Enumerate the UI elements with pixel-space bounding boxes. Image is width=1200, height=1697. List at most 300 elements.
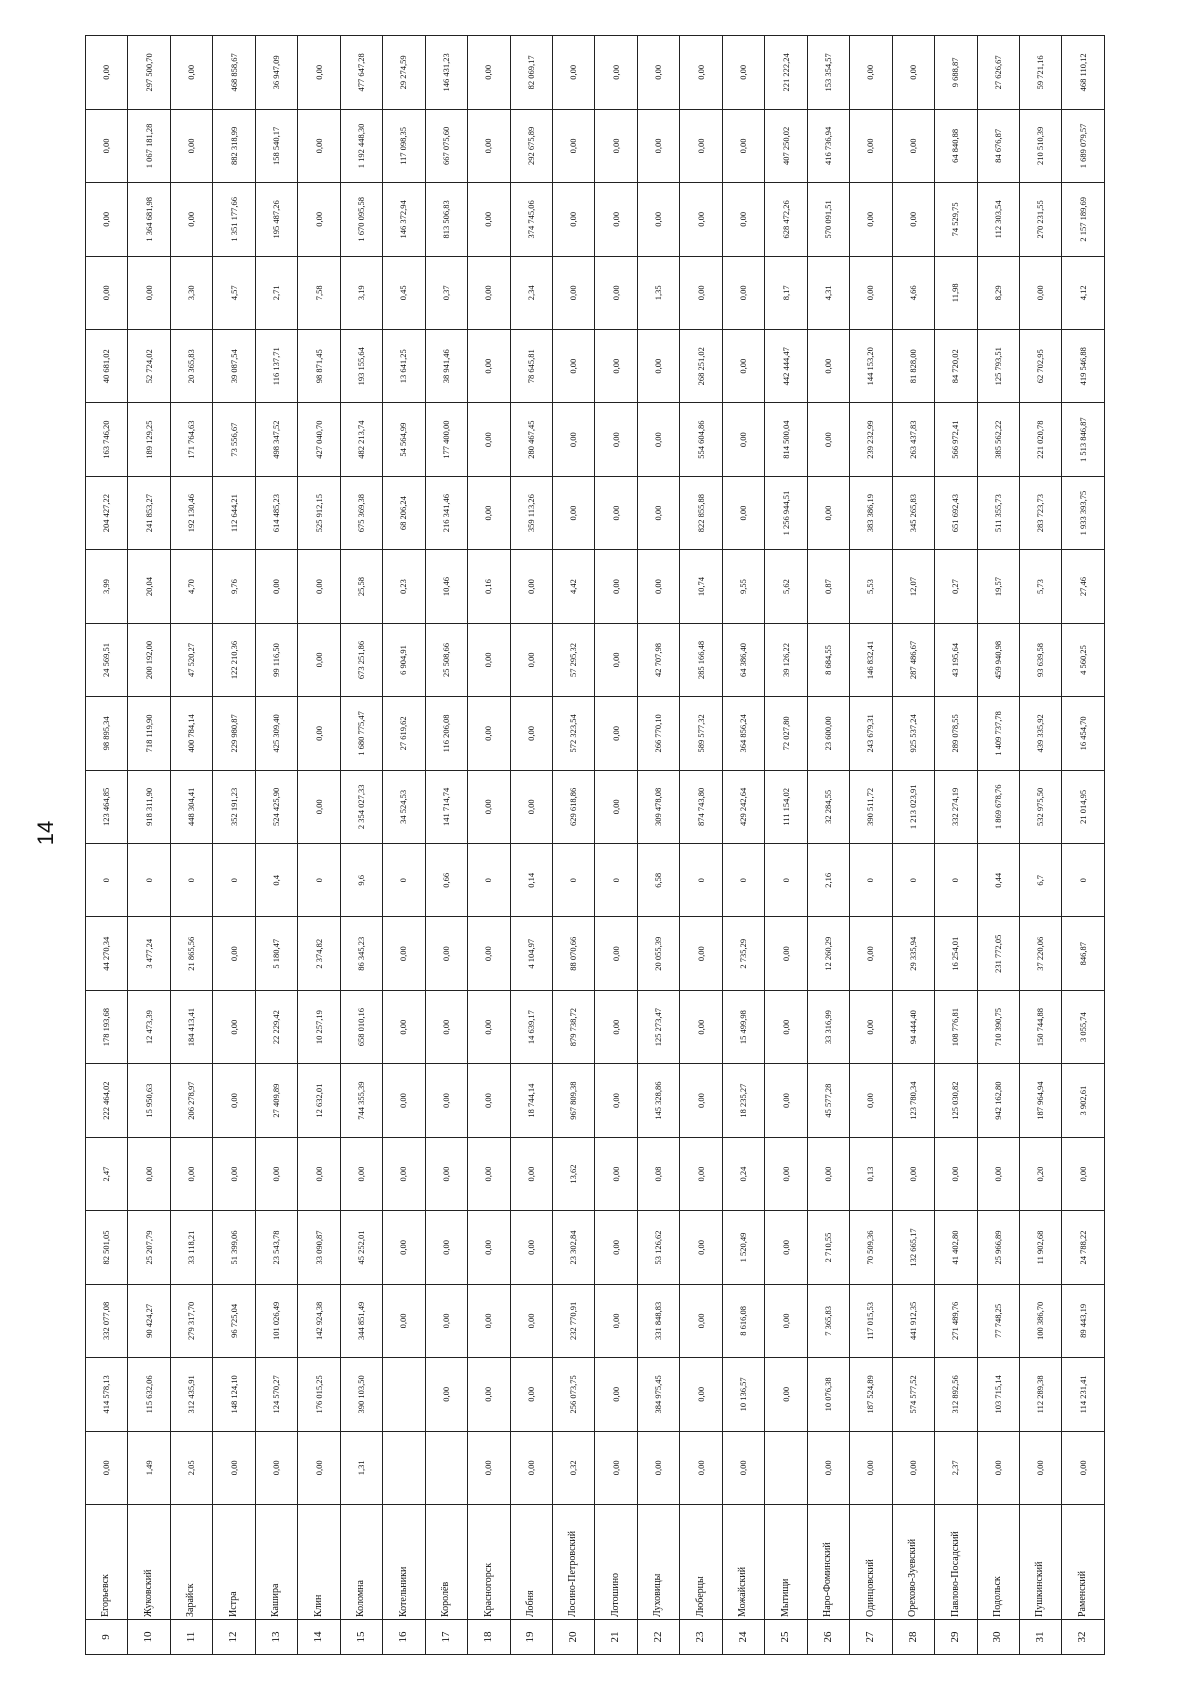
table-cell: 0: [552, 844, 594, 917]
table-cell: 111 154,02: [765, 770, 807, 843]
table-cell: 100 386,70: [1019, 1284, 1061, 1357]
table-cell: 27 409,89: [255, 1064, 297, 1137]
table-cell: 216 341,46: [425, 476, 467, 549]
municipality-name: Клин: [298, 1505, 340, 1620]
table-cell: 589 577,32: [680, 697, 722, 770]
table-cell: 2 354 027,33: [340, 770, 382, 843]
table-cell: 364 856,24: [722, 697, 764, 770]
table-cell: 241 853,27: [128, 476, 170, 549]
table-cell: 122 210,36: [213, 623, 255, 696]
table-cell: 0,00: [213, 990, 255, 1063]
table-cell: 0,00: [680, 990, 722, 1063]
table-cell: 25,58: [340, 550, 382, 623]
table-cell: 158 540,17: [255, 109, 297, 182]
table-cell: 5 180,47: [255, 917, 297, 990]
row-number: 11: [170, 1620, 212, 1655]
table-row: [425, 36, 467, 1655]
table-cell: 0: [680, 844, 722, 917]
table-cell: 0,00: [977, 1431, 1019, 1504]
table-cell: 1 680 775,47: [340, 697, 382, 770]
table-cell: 2,37: [935, 1431, 977, 1504]
table-cell: 222 464,02: [86, 1064, 128, 1137]
table-cell: 879 738,72: [552, 990, 594, 1063]
table-cell: 0: [128, 844, 170, 917]
table-cell: 270 231,55: [1019, 183, 1061, 256]
table-cell: 0,00: [510, 1211, 552, 1284]
table-cell: 0,00: [383, 1211, 425, 1284]
table-cell: 231 772,05: [977, 917, 1019, 990]
table-cell: 78 645,81: [510, 330, 552, 403]
table-cell: 0,00: [850, 256, 892, 329]
table-cell: 144 153,20: [850, 330, 892, 403]
table-cell: 511 355,73: [977, 476, 1019, 549]
table-cell: 45 252,01: [340, 1211, 382, 1284]
row-number: 21: [595, 1620, 637, 1655]
table-cell: 9,55: [722, 550, 764, 623]
table-cell: 0,00: [510, 623, 552, 696]
table-cell: 0,00: [680, 1211, 722, 1284]
table-cell: 0,00: [510, 770, 552, 843]
table-cell: 12 632,01: [298, 1064, 340, 1137]
table-cell: 0,00: [170, 109, 212, 182]
table-cell: 0,00: [468, 256, 510, 329]
table-cell: 20 365,83: [170, 330, 212, 403]
table-cell: 0,00: [1062, 1137, 1105, 1210]
table-cell: 572 323,54: [552, 697, 594, 770]
table-cell: 54 564,99: [383, 403, 425, 476]
table-cell: 3,19: [340, 256, 382, 329]
table-cell: 0,00: [128, 1137, 170, 1210]
table-cell: 15 950,63: [128, 1064, 170, 1137]
table-cell: 0,66: [425, 844, 467, 917]
table-cell: 0,00: [468, 1358, 510, 1431]
table-cell: 25 207,79: [128, 1211, 170, 1284]
table-cell: 846,87: [1062, 917, 1105, 990]
table-cell: 1 869 678,76: [977, 770, 1019, 843]
table-cell: 468 858,67: [213, 36, 255, 110]
table-cell: 189 129,25: [128, 403, 170, 476]
table-row: [170, 36, 212, 1655]
table-cell: 0,00: [383, 990, 425, 1063]
table-cell: 176 015,25: [298, 1358, 340, 1431]
table-cell: 0,00: [86, 183, 128, 256]
table-cell: 114 231,41: [1062, 1358, 1105, 1431]
row-number: 32: [1062, 1620, 1105, 1655]
table-cell: 0,00: [680, 109, 722, 182]
table-cell: 718 119,90: [128, 697, 170, 770]
table-cell: 744 355,39: [340, 1064, 382, 1137]
table-cell: 0,00: [595, 1137, 637, 1210]
table-cell: 24 788,22: [1062, 1211, 1105, 1284]
row-number: 28: [892, 1620, 934, 1655]
table-cell: 0,00: [892, 1137, 934, 1210]
table-cell: 0,32: [552, 1431, 594, 1504]
table-cell: 146 372,94: [383, 183, 425, 256]
table-cell: 263 437,83: [892, 403, 934, 476]
table-cell: 400 784,14: [170, 697, 212, 770]
municipality-name: Одинцовский: [850, 1505, 892, 1620]
table-cell: 1 689 079,57: [1062, 109, 1105, 182]
table-cell: 0,00: [510, 1137, 552, 1210]
table-cell: 882 318,99: [213, 109, 255, 182]
table-cell: 116 206,08: [425, 697, 467, 770]
table-cell: 0,00: [552, 476, 594, 549]
table-cell: 1 933 393,75: [1062, 476, 1105, 549]
table-cell: 145 328,86: [637, 1064, 679, 1137]
table-row: [128, 36, 170, 1655]
table-cell: 0,00: [298, 109, 340, 182]
table-cell: 0,00: [765, 990, 807, 1063]
table-cell: 574 577,52: [892, 1358, 934, 1431]
table-cell: 0,00: [595, 990, 637, 1063]
table-cell: 193 155,64: [340, 330, 382, 403]
table-cell: 4,12: [1062, 256, 1105, 329]
municipality-name: Мытищи: [765, 1505, 807, 1620]
table-cell: 101 026,49: [255, 1284, 297, 1357]
table-cell: 0,16: [468, 550, 510, 623]
table-cell: 0,00: [637, 1431, 679, 1504]
table-cell: 0,00: [680, 183, 722, 256]
table-cell: 0,00: [595, 330, 637, 403]
table-cell: 0,00: [213, 917, 255, 990]
table-cell: 124 570,27: [255, 1358, 297, 1431]
table-cell: 532 975,50: [1019, 770, 1061, 843]
table-cell: 32 284,55: [807, 770, 849, 843]
table-cell: 16 254,01: [935, 917, 977, 990]
table-cell: 0,00: [170, 36, 212, 110]
table-cell: 2,47: [86, 1137, 128, 1210]
table-cell: 0,00: [383, 917, 425, 990]
table-cell: 416 736,94: [807, 109, 849, 182]
table-cell: 1 409 737,78: [977, 697, 1019, 770]
table-row: [383, 36, 425, 1655]
table-cell: 0,13: [850, 1137, 892, 1210]
table-cell: 0,00: [468, 697, 510, 770]
table-cell: 0,00: [552, 330, 594, 403]
table-cell: 1 213 023,91: [892, 770, 934, 843]
table-cell: 112 289,38: [1019, 1358, 1061, 1431]
table-cell: 7,58: [298, 256, 340, 329]
row-number: 25: [765, 1620, 807, 1655]
table-cell: 331 848,83: [637, 1284, 679, 1357]
table-cell: 629 618,86: [552, 770, 594, 843]
row-number: 12: [213, 1620, 255, 1655]
table-cell: 11,98: [935, 256, 977, 329]
table-cell: 0,00: [680, 1284, 722, 1357]
table-cell: 482 213,74: [340, 403, 382, 476]
table-cell: 0,00: [468, 1211, 510, 1284]
table-cell: 96 725,04: [213, 1284, 255, 1357]
table-row: [680, 36, 722, 1655]
table-cell: 163 746,20: [86, 403, 128, 476]
table-cell: [383, 1431, 425, 1504]
table-cell: 0,00: [298, 550, 340, 623]
table-cell: 0,00: [637, 183, 679, 256]
table-cell: 525 912,15: [298, 476, 340, 549]
table-cell: 3 902,61: [1062, 1064, 1105, 1137]
table-cell: 874 743,80: [680, 770, 722, 843]
table-cell: 425 309,40: [255, 697, 297, 770]
table-cell: 266 770,10: [637, 697, 679, 770]
table-cell: 0,00: [722, 109, 764, 182]
table-cell: 345 265,83: [892, 476, 934, 549]
table-cell: 9 688,87: [935, 36, 977, 110]
table-cell: 570 091,51: [807, 183, 849, 256]
row-number: 24: [722, 1620, 764, 1655]
table-cell: 82 069,17: [510, 36, 552, 110]
table-cell: 0,00: [595, 36, 637, 110]
table-cell: 21 865,56: [170, 917, 212, 990]
table-cell: 10,74: [680, 550, 722, 623]
table-row: [807, 36, 849, 1655]
table-cell: 0,00: [637, 36, 679, 110]
table-cell: 125 273,47: [637, 990, 679, 1063]
table-cell: 2,16: [807, 844, 849, 917]
table-cell: 18 235,27: [722, 1064, 764, 1137]
table-cell: 0,00: [595, 1064, 637, 1137]
table-cell: 651 692,43: [935, 476, 977, 549]
table-cell: 45 577,28: [807, 1064, 849, 1137]
table-cell: [765, 1431, 807, 1504]
table-cell: 0,00: [807, 330, 849, 403]
table-cell: 918 311,90: [128, 770, 170, 843]
table-cell: 468 110,12: [1062, 36, 1105, 110]
table-cell: 0,00: [298, 697, 340, 770]
table-cell: 344 851,49: [340, 1284, 382, 1357]
table-cell: 0,00: [892, 109, 934, 182]
table-cell: 11 902,68: [1019, 1211, 1061, 1284]
table-cell: 192 130,46: [170, 476, 212, 549]
table-cell: 0,00: [552, 36, 594, 110]
table-cell: 0,00: [510, 550, 552, 623]
table-cell: 667 075,60: [425, 109, 467, 182]
table-cell: 0,00: [765, 1064, 807, 1137]
table-cell: 10 257,19: [298, 990, 340, 1063]
table-cell: 38 941,46: [425, 330, 467, 403]
table-cell: 0: [935, 844, 977, 917]
table-cell: 673 251,86: [340, 623, 382, 696]
table-row: [637, 36, 679, 1655]
table-cell: 0,23: [383, 550, 425, 623]
table-cell: 0,00: [468, 1137, 510, 1210]
table-cell: 5,53: [850, 550, 892, 623]
table-cell: 0,00: [255, 1137, 297, 1210]
table-cell: 0,00: [722, 183, 764, 256]
table-row: [892, 36, 934, 1655]
table-row: [298, 36, 340, 1655]
data-table: [85, 35, 1105, 1655]
table-cell: 614 485,23: [255, 476, 297, 549]
table-cell: 0,00: [298, 770, 340, 843]
municipality-name: Котельники: [383, 1505, 425, 1620]
table-cell: 125 030,82: [935, 1064, 977, 1137]
table-cell: 297 500,70: [128, 36, 170, 110]
municipality-name: Истра: [213, 1505, 255, 1620]
row-number: 16: [383, 1620, 425, 1655]
table-cell: [425, 1431, 467, 1504]
table-cell: 18 744,14: [510, 1064, 552, 1137]
table-cell: 268 251,02: [680, 330, 722, 403]
table-cell: 0: [595, 844, 637, 917]
table-cell: 0,00: [298, 183, 340, 256]
municipality-name: Зарайск: [170, 1505, 212, 1620]
table-cell: 628 472,26: [765, 183, 807, 256]
table-cell: 27 626,67: [977, 36, 1019, 110]
table-cell: 27,46: [1062, 550, 1105, 623]
table-cell: 0: [383, 844, 425, 917]
table-cell: 117 098,35: [383, 109, 425, 182]
table-cell: 0,00: [765, 917, 807, 990]
table-cell: 39 087,54: [213, 330, 255, 403]
table-cell: 6,58: [637, 844, 679, 917]
table-cell: 0,00: [807, 1431, 849, 1504]
table-cell: 0,00: [595, 1211, 637, 1284]
table-cell: 150 744,88: [1019, 990, 1061, 1063]
table-cell: 229 980,87: [213, 697, 255, 770]
table-cell: 0,00: [637, 330, 679, 403]
table-cell: 33 090,87: [298, 1211, 340, 1284]
table-cell: 0: [213, 844, 255, 917]
table-cell: 427 040,70: [298, 403, 340, 476]
table-cell: 221 222,24: [765, 36, 807, 110]
page-number: 14: [33, 820, 59, 846]
table-cell: 2,71: [255, 256, 297, 329]
table-cell: 0,00: [977, 1137, 1019, 1210]
table-cell: 0,00: [298, 623, 340, 696]
table-cell: 112 303,54: [977, 183, 1019, 256]
table-row: [510, 36, 552, 1655]
table-cell: 0,00: [213, 1064, 255, 1137]
table-cell: 0,00: [850, 990, 892, 1063]
table-row: [255, 36, 297, 1655]
table-cell: 0: [765, 844, 807, 917]
table-cell: 1 256 944,51: [765, 476, 807, 549]
table-cell: 19,57: [977, 550, 1019, 623]
table-cell: 256 073,75: [552, 1358, 594, 1431]
table-cell: 0,00: [595, 1358, 637, 1431]
table-cell: 9,6: [340, 844, 382, 917]
table-cell: 352 191,23: [213, 770, 255, 843]
municipality-name: Луховицы: [637, 1505, 679, 1620]
table-cell: 0,00: [595, 623, 637, 696]
table-cell: 332 077,08: [86, 1284, 128, 1357]
table-cell: 0,00: [765, 1358, 807, 1431]
table-cell: 0,00: [468, 917, 510, 990]
table-cell: 0,00: [298, 1431, 340, 1504]
table-cell: 390 103,50: [340, 1358, 382, 1431]
table-cell: 0,00: [892, 1431, 934, 1504]
table-cell: 0,00: [595, 183, 637, 256]
table-cell: 710 390,75: [977, 990, 1019, 1063]
table-cell: 1 520,49: [722, 1211, 764, 1284]
table-cell: 0,00: [552, 256, 594, 329]
table-cell: 0,00: [722, 36, 764, 110]
table-cell: 0,00: [595, 403, 637, 476]
table-cell: 1 067 181,28: [128, 109, 170, 182]
table-cell: 59 721,16: [1019, 36, 1061, 110]
table-cell: 68 206,24: [383, 476, 425, 549]
table-cell: 221 020,78: [1019, 403, 1061, 476]
table-cell: 2 735,29: [722, 917, 764, 990]
table-cell: 20 055,39: [637, 917, 679, 990]
table-cell: 383 386,19: [850, 476, 892, 549]
table-cell: 22 229,42: [255, 990, 297, 1063]
table-cell: 0,00: [552, 183, 594, 256]
table-cell: 0,00: [680, 1137, 722, 1210]
table-cell: 0,45: [383, 256, 425, 329]
municipality-name: Егорьевск: [86, 1505, 128, 1620]
municipality-name: Раменский: [1062, 1505, 1105, 1620]
row-number: 29: [935, 1620, 977, 1655]
table-cell: 204 427,22: [86, 476, 128, 549]
table-cell: 271 489,76: [935, 1284, 977, 1357]
table-cell: 0,00: [510, 1284, 552, 1357]
table-cell: 0,00: [595, 109, 637, 182]
table-cell: 0,00: [722, 1431, 764, 1504]
table-cell: 142 924,38: [298, 1284, 340, 1357]
table-cell: 0,00: [892, 36, 934, 110]
table-row: [722, 36, 764, 1655]
table-cell: 1 351 177,66: [213, 183, 255, 256]
table-cell: 0: [86, 844, 128, 917]
table-cell: 0,00: [680, 917, 722, 990]
table-cell: 12 260,29: [807, 917, 849, 990]
table-cell: 374 745,06: [510, 183, 552, 256]
table-cell: 0: [298, 844, 340, 917]
table-cell: 0,00: [468, 623, 510, 696]
table-cell: 0,00: [765, 1284, 807, 1357]
table-cell: 84 720,02: [935, 330, 977, 403]
table-cell: 23 302,84: [552, 1211, 594, 1284]
municipality-name: Кашира: [255, 1505, 297, 1620]
table-cell: 33 316,99: [807, 990, 849, 1063]
table-cell: 0,00: [850, 917, 892, 990]
table-cell: 0,00: [850, 36, 892, 110]
table-cell: 0,00: [595, 1431, 637, 1504]
table-cell: [383, 1358, 425, 1431]
table-cell: 14 639,17: [510, 990, 552, 1063]
table-cell: 0,08: [637, 1137, 679, 1210]
table-cell: 98 895,34: [86, 697, 128, 770]
table-cell: 33 118,21: [170, 1211, 212, 1284]
table-cell: 6,7: [1019, 844, 1061, 917]
municipality-name: Лотошино: [595, 1505, 637, 1620]
table-cell: 82 501,05: [86, 1211, 128, 1284]
table-cell: 459 940,98: [977, 623, 1019, 696]
table-cell: 0,00: [552, 109, 594, 182]
table-cell: 0,00: [765, 1211, 807, 1284]
municipality-name: Красногорск: [468, 1505, 510, 1620]
table-row: [340, 36, 382, 1655]
table-cell: 0,00: [1019, 256, 1061, 329]
table-cell: 93 639,58: [1019, 623, 1061, 696]
table-cell: 2 157 189,69: [1062, 183, 1105, 256]
table-cell: 70 509,36: [850, 1211, 892, 1284]
table-cell: 0,00: [425, 1137, 467, 1210]
row-number: 23: [680, 1620, 722, 1655]
table-cell: 0,00: [213, 1431, 255, 1504]
table-cell: 0,00: [680, 1431, 722, 1504]
table-cell: 0,00: [850, 1431, 892, 1504]
table-row: [935, 36, 977, 1655]
table-cell: 0,00: [637, 476, 679, 549]
table-cell: 0,00: [213, 1137, 255, 1210]
table-cell: 86 345,23: [340, 917, 382, 990]
table-cell: 10 136,57: [722, 1358, 764, 1431]
row-number: 27: [850, 1620, 892, 1655]
table-cell: 0,00: [722, 256, 764, 329]
rotated-table-container: [85, 35, 1105, 1655]
